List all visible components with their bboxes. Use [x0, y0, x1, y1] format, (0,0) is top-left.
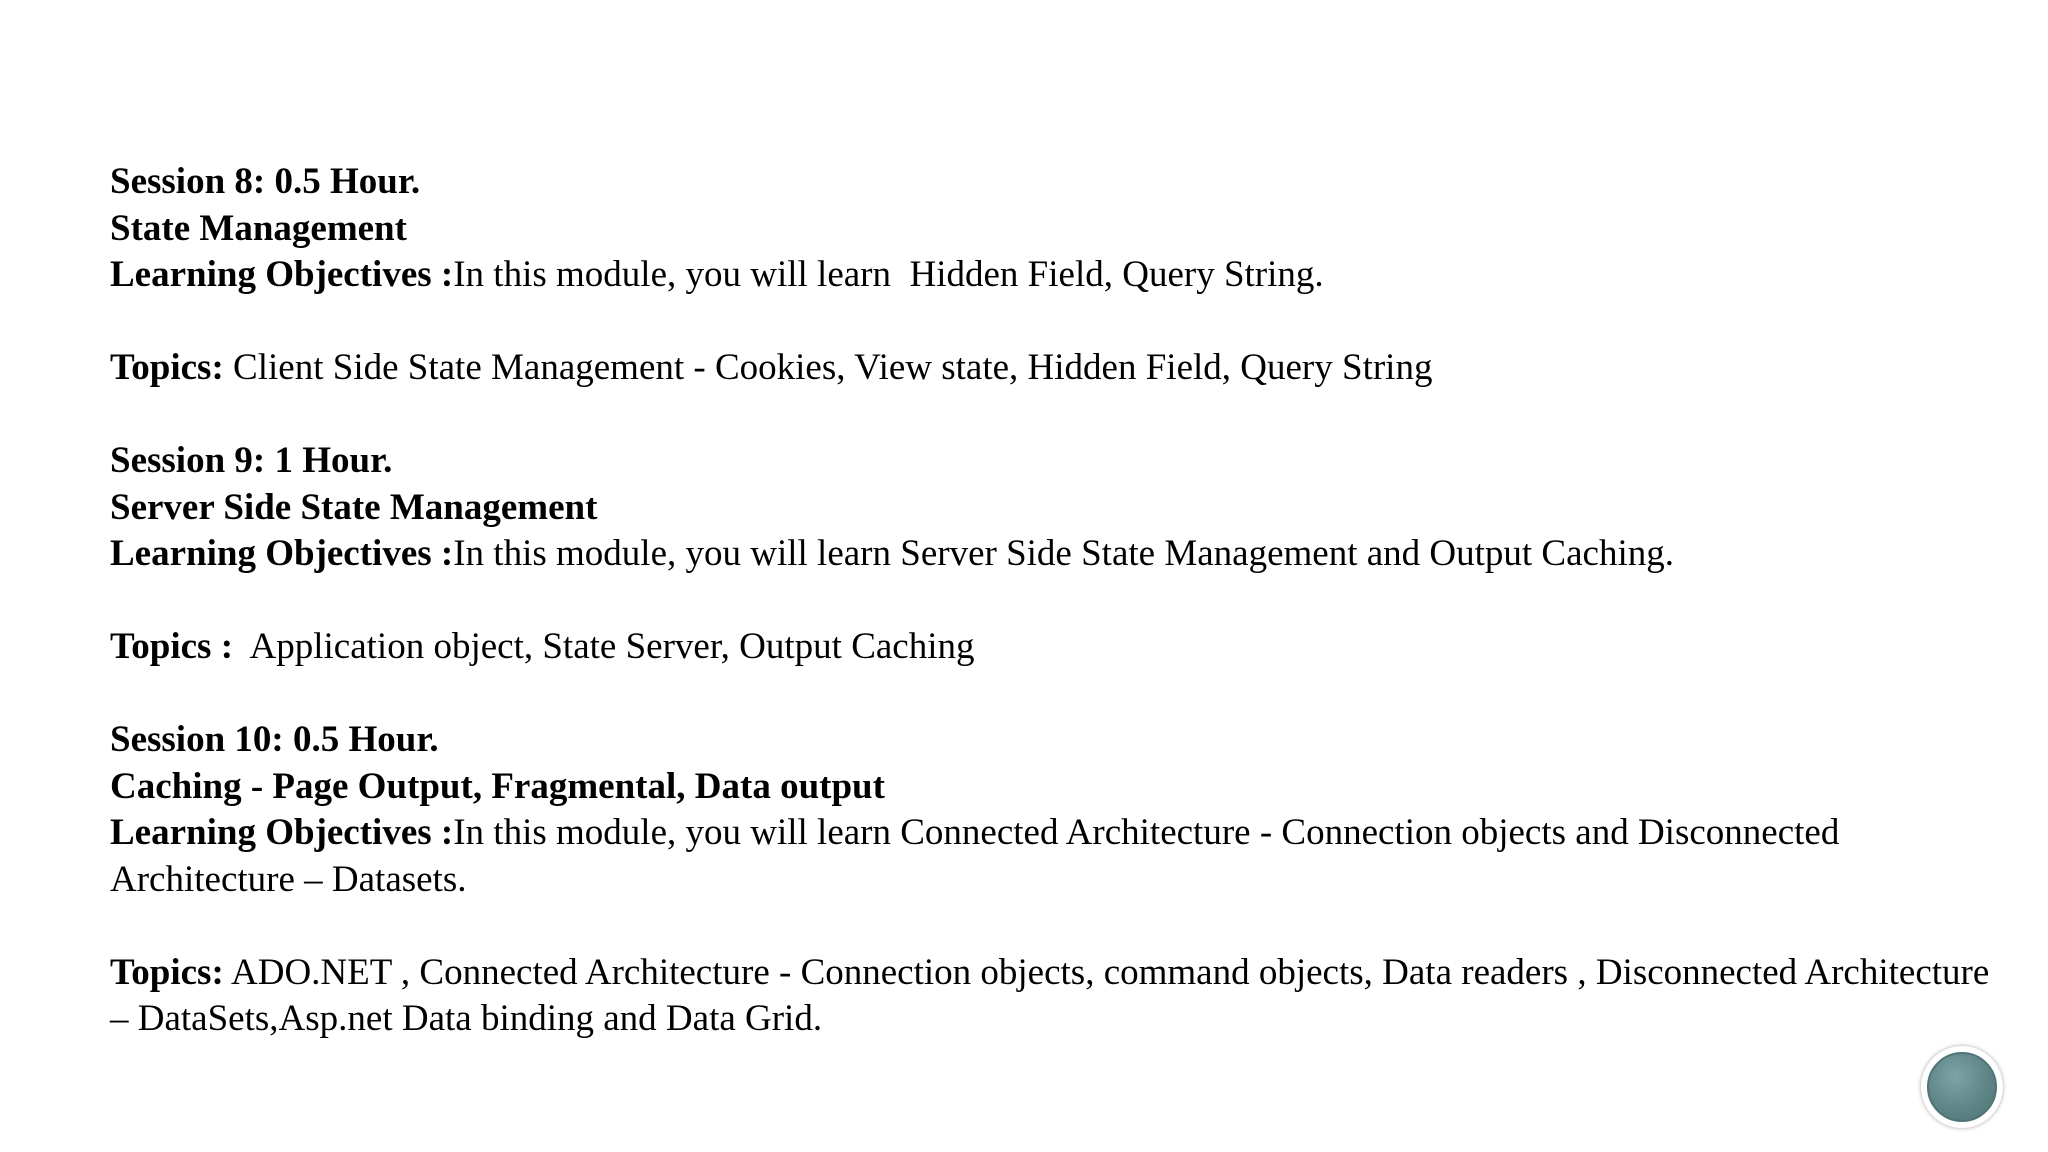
circle-button-face [1927, 1052, 1997, 1122]
session-10-module-title: Caching - Page Output, Fragmental, Data output [110, 765, 885, 807]
spacer [110, 671, 2010, 718]
spacer [110, 903, 2010, 950]
session-9-objectives [110, 531, 2000, 578]
spacer [110, 299, 2010, 346]
topics-label: Topics: [110, 951, 224, 993]
topics-label: Topics : [110, 626, 234, 667]
session-8-topics [110, 345, 2000, 392]
session-9-topics [110, 624, 2000, 671]
topics-text: ADO.NET , Connected Architecture - Connection objects, command objects, Data readers , Disconnected Architecture – DataSets,Asp.net Data binding and Data Grid. [110, 951, 1999, 1039]
spacer [110, 578, 2010, 625]
session-9-title: Session 9: 1 Hour. [110, 440, 393, 481]
circle-button-icon[interactable] [1921, 1046, 2003, 1128]
topics-text: Application object, State Server, Output Caching [233, 626, 975, 667]
objectives-label: Learning Objectives : [110, 254, 454, 295]
objectives-label: Learning Objectives : [110, 533, 454, 574]
slide-content [110, 159, 2010, 1043]
spacer [110, 392, 2010, 439]
session-10-topics [110, 950, 2000, 1043]
session-10-title: Session 10: 0.5 Hour. [110, 719, 439, 760]
topics-label: Topics: [110, 347, 224, 388]
session-10-objectives [110, 810, 2000, 903]
topics-text: Client Side State Management - Cookies, View state, Hidden Field, Query String [223, 347, 1433, 388]
session-8-title: Session 8: 0.5 Hour. [110, 161, 421, 202]
session-8-objectives [110, 252, 2000, 299]
objectives-text: In this module, you will learn Hidden Field, Query String. [453, 254, 1324, 295]
session-9-module-title: Server Side State Management [110, 486, 598, 528]
objectives-text: In this module, you will learn Server Side State Management and Output Caching. [453, 533, 1674, 574]
objectives-label: Learning Objectives : [110, 812, 454, 853]
objectives-text: In this module, you will learn Connected Architecture - Connection objects and Disconnected Architecture – Datasets. [110, 812, 1847, 900]
session-8-module-title: State Management [110, 207, 407, 249]
